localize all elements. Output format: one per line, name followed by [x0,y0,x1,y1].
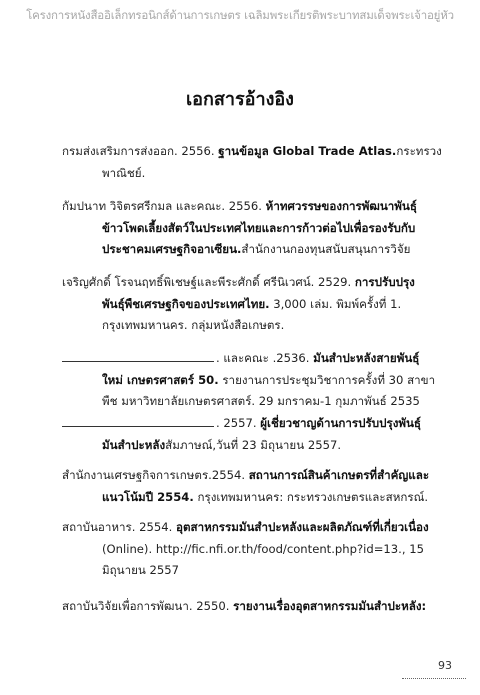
reference-line: ข้าวโพดเลี้ยงสัตว์ในประเทศไทยและการก้าวต่อไปเพื่อรองรับกับ [102,220,416,235]
reference-line: . 2557. ผู้เชี่ยวชาญด้านการปรับปรุงพันธุ์ [62,413,460,435]
reference-item [62,348,460,413]
reference-line: มันสำปะหลังสัมภาษณ์,วันที่ 23 มิถุนายน 2557. [102,437,342,452]
page-number: 93 [438,659,452,672]
reference-item [62,413,460,456]
footer-dotted-rule [402,678,466,679]
reference-item [62,272,460,337]
reference-line: กัมปนาท วิจิตรศรีกมล และคณะ. 2556. ห้าทศวรรษของการพัฒนาพันธุ์ [62,199,417,213]
reference-line: ใหม่ เกษตรศาสตร์ 50. รายงานการประชุมวิชาการครั้งที่ 30 สาขา [102,372,436,387]
reference-item [62,517,460,582]
reference-item [62,596,460,618]
reference-line: (Online). http://fic.nfi.or.th/food/content.php?id=13., 15 [102,541,424,556]
reference-line: พันธุ์พืชเศรษฐกิจของประเทศไทย. 3,000 เล่ม. พิมพ์ครั้งที่ 1. [102,296,402,311]
reference-item [62,196,460,261]
reference-line: แนวโน้มปี 2554. กรุงเทพมหานคร: กระทรวงเกษตรและสหกรณ์. [102,489,429,504]
reference-item [62,465,460,508]
reference-item [62,141,460,184]
page-title: เอกสารอ้างอิง [186,89,294,110]
reference-line: กรมส่งเสริมการส่งออก. 2556. ฐานข้อมูล Global Trade Atlas.กระทรวง [62,144,442,158]
running-header: โครงการหนังสืออิเล็กทรอนิกส์ด้านการเกษตร เฉลิมพระเกียรติพระบาทสมเด็จพระเจ้าอยู่หัว [26,8,454,22]
reference-line: พาณิชย์. [102,165,146,180]
author-repeat-line [62,413,214,427]
reference-line: สถาบันอาหาร. 2554. อุตสาหกรรมมันสำปะหลังและผลิตภัณฑ์ที่เกี่ยวเนื่อง [62,520,429,534]
reference-line: มิถุนายน 2557 [102,563,180,577]
reference-line: . และคณะ .2536. มันสำปะหลังสายพันธุ์ [62,348,460,370]
reference-line: ประชาคมเศรษฐกิจอาเซียน.สำนักงานกองทุนสนับสนุนการวิจัย [102,242,411,256]
reference-line: กรุงเทพมหานคร. กลุ่มหนังสือเกษตร. [102,318,285,332]
reference-line: พืช มหาวิทยาลัยเกษตรศาสตร์. 29 มกราคม-1 กุมภาพันธ์ 2535 [102,394,420,408]
reference-line: สถาบันวิจัยเพื่อการพัฒนา. 2550. รายงานเรื่องอุตสาหกรรมมันสำปะหลัง: [62,599,427,613]
reference-line: เจริญศักดิ์ โรจนฤทธิ์พิเชษฐ์และพีระศักดิ์ ศรีนิเวศน์. 2529. การปรับปรุง [62,275,415,289]
reference-line: สำนักงานเศรษฐกิจการเกษตร.2554. สถานการณ์สินค้าเกษตรที่สำคัญและ [62,468,430,482]
author-repeat-line [62,348,214,362]
